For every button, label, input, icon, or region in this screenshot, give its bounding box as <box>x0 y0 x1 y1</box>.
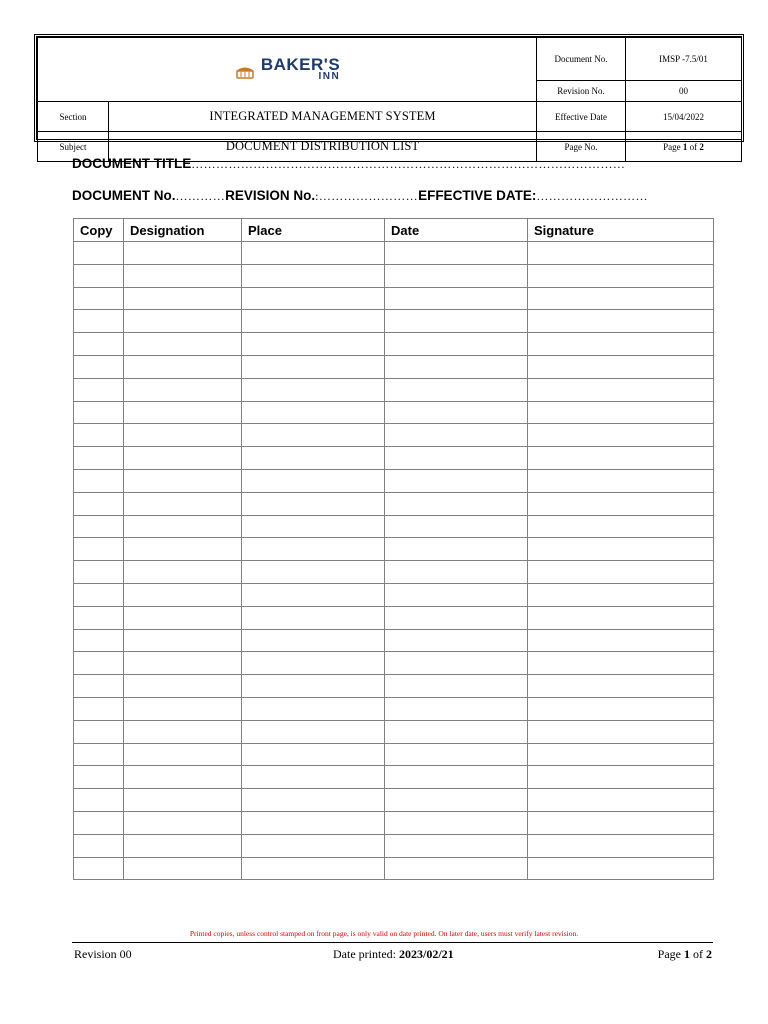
table-cell[interactable] <box>74 583 124 606</box>
table-row <box>74 242 714 265</box>
table-cell[interactable] <box>385 697 528 720</box>
table-row <box>74 720 714 743</box>
table-row <box>74 378 714 401</box>
effective-date-field[interactable]: ……………………… <box>536 189 648 203</box>
table-cell[interactable] <box>242 355 385 378</box>
revision-no-form-label: REVISION No. <box>225 188 316 203</box>
document-title-label: DOCUMENT TITLE <box>72 156 192 171</box>
table-cell[interactable] <box>242 811 385 834</box>
table-cell[interactable] <box>385 424 528 447</box>
table-cell[interactable] <box>124 811 242 834</box>
table-cell[interactable] <box>242 492 385 515</box>
table-row <box>74 538 714 561</box>
table-cell[interactable] <box>124 652 242 675</box>
table-cell[interactable] <box>124 424 242 447</box>
table-cell[interactable] <box>74 697 124 720</box>
table-cell[interactable] <box>385 242 528 265</box>
table-cell[interactable] <box>74 401 124 424</box>
footer-revision: Revision 00 <box>74 947 132 961</box>
table-cell[interactable] <box>242 469 385 492</box>
effective-date-form-label: EFFECTIVE DATE: <box>418 188 537 203</box>
table-cell[interactable] <box>242 629 385 652</box>
table-cell[interactable] <box>74 720 124 743</box>
document-no-value: IMSP -7.5/01 <box>626 38 742 81</box>
document-no-field[interactable]: ………… <box>175 189 226 203</box>
table-cell[interactable] <box>74 538 124 561</box>
table-cell[interactable] <box>385 333 528 356</box>
table-cell[interactable] <box>74 629 124 652</box>
document-no-form-label: DOCUMENT No. <box>72 188 176 203</box>
table-cell[interactable] <box>124 834 242 857</box>
table-cell[interactable] <box>74 652 124 675</box>
table-cell[interactable] <box>385 447 528 470</box>
table-cell[interactable] <box>528 469 714 492</box>
table-cell[interactable] <box>74 310 124 333</box>
table-cell[interactable] <box>528 287 714 310</box>
table-cell[interactable] <box>242 766 385 789</box>
table-cell[interactable] <box>528 242 714 265</box>
table-row <box>74 766 714 789</box>
table-cell[interactable] <box>385 469 528 492</box>
table-cell[interactable] <box>124 789 242 812</box>
revision-no-label: Revision No. <box>537 81 626 102</box>
table-cell[interactable] <box>242 287 385 310</box>
table-cell[interactable] <box>124 492 242 515</box>
table-row <box>74 355 714 378</box>
table-cell[interactable] <box>242 447 385 470</box>
table-cell[interactable] <box>74 857 124 880</box>
table-cell[interactable] <box>242 378 385 401</box>
table-cell[interactable] <box>385 675 528 698</box>
table-row <box>74 287 714 310</box>
table-cell[interactable] <box>124 469 242 492</box>
table-cell[interactable] <box>74 287 124 310</box>
table-cell[interactable] <box>74 378 124 401</box>
revision-no-field[interactable]: :…………………… <box>315 189 419 203</box>
table-cell[interactable] <box>385 287 528 310</box>
table-cell[interactable] <box>385 789 528 812</box>
table-cell[interactable] <box>74 242 124 265</box>
table-cell[interactable] <box>528 447 714 470</box>
table-cell[interactable] <box>528 743 714 766</box>
table-row <box>74 333 714 356</box>
table-cell[interactable] <box>74 789 124 812</box>
table-cell[interactable] <box>528 675 714 698</box>
table-cell[interactable] <box>528 378 714 401</box>
table-cell[interactable] <box>385 811 528 834</box>
table-cell[interactable] <box>242 515 385 538</box>
table-cell[interactable] <box>528 401 714 424</box>
logo-sub-text: INN <box>318 70 341 82</box>
table-cell[interactable] <box>528 720 714 743</box>
table-cell[interactable] <box>242 264 385 287</box>
subject-label: Subject <box>38 132 109 162</box>
table-row <box>74 675 714 698</box>
table-cell[interactable] <box>385 720 528 743</box>
bread-basket-icon <box>234 63 256 81</box>
distribution-table-body <box>74 242 714 880</box>
table-cell[interactable] <box>124 697 242 720</box>
logo-brand-text: BAKER'S <box>260 54 341 74</box>
table-cell[interactable] <box>385 310 528 333</box>
document-no-label: Document No. <box>537 38 626 81</box>
table-row <box>74 310 714 333</box>
table-cell[interactable] <box>242 310 385 333</box>
table-cell[interactable] <box>124 310 242 333</box>
table-row <box>74 264 714 287</box>
logo-cell <box>38 38 537 102</box>
table-cell[interactable] <box>124 561 242 584</box>
table-row <box>74 515 714 538</box>
subject-value: DOCUMENT DISTRIBUTION LIST <box>109 132 537 162</box>
table-cell[interactable] <box>528 606 714 629</box>
table-row <box>74 561 714 584</box>
table-cell[interactable] <box>528 583 714 606</box>
table-row <box>74 424 714 447</box>
table-row <box>74 629 714 652</box>
table-cell[interactable] <box>74 561 124 584</box>
table-cell[interactable] <box>385 561 528 584</box>
table-cell[interactable] <box>124 447 242 470</box>
table-cell[interactable] <box>385 492 528 515</box>
table-row <box>74 857 714 880</box>
table-cell[interactable] <box>528 515 714 538</box>
table-cell[interactable] <box>242 789 385 812</box>
table-cell[interactable] <box>124 606 242 629</box>
document-title-field[interactable]: …………………………………………………………………………………………… <box>191 157 626 171</box>
table-cell[interactable] <box>74 606 124 629</box>
document-title-line <box>72 156 625 172</box>
table-cell[interactable] <box>385 401 528 424</box>
document-info-line <box>72 188 648 204</box>
table-row <box>74 697 714 720</box>
table-cell[interactable] <box>74 469 124 492</box>
table-cell[interactable] <box>242 401 385 424</box>
table-row <box>74 401 714 424</box>
table-cell[interactable] <box>385 264 528 287</box>
table-row <box>74 743 714 766</box>
effective-date-label: Effective Date <box>537 102 626 132</box>
table-cell[interactable] <box>124 675 242 698</box>
table-cell[interactable] <box>528 424 714 447</box>
table-cell[interactable] <box>74 447 124 470</box>
table-cell[interactable] <box>74 264 124 287</box>
footer-date-printed: Date printed: 2023/02/21 <box>333 947 454 961</box>
table-cell[interactable] <box>124 378 242 401</box>
table-cell[interactable] <box>242 606 385 629</box>
table-cell[interactable] <box>124 857 242 880</box>
table-cell[interactable] <box>385 834 528 857</box>
table-cell[interactable] <box>74 743 124 766</box>
table-cell[interactable] <box>385 629 528 652</box>
table-cell[interactable] <box>528 355 714 378</box>
table-cell[interactable] <box>242 424 385 447</box>
table-cell[interactable] <box>124 629 242 652</box>
table-cell[interactable] <box>74 355 124 378</box>
column-header-date: Date <box>385 219 528 242</box>
table-cell[interactable] <box>528 766 714 789</box>
section-label: Section <box>38 102 109 132</box>
table-cell[interactable] <box>242 583 385 606</box>
footer-divider <box>72 942 713 943</box>
table-cell[interactable] <box>74 834 124 857</box>
table-cell[interactable] <box>528 333 714 356</box>
column-header-copy: Copy <box>74 219 124 242</box>
table-cell[interactable] <box>242 720 385 743</box>
table-cell[interactable] <box>385 515 528 538</box>
table-cell[interactable] <box>528 561 714 584</box>
column-header-signature: Signature <box>528 219 714 242</box>
table-cell[interactable] <box>242 834 385 857</box>
table-cell[interactable] <box>242 857 385 880</box>
table-cell[interactable] <box>124 515 242 538</box>
table-row <box>74 789 714 812</box>
table-row <box>74 469 714 492</box>
table-cell[interactable] <box>528 264 714 287</box>
table-cell[interactable] <box>242 333 385 356</box>
page-no-label: Page No. <box>537 132 626 162</box>
table-cell[interactable] <box>385 538 528 561</box>
column-header-designation: Designation <box>124 219 242 242</box>
table-cell[interactable] <box>528 789 714 812</box>
revision-no-value: 00 <box>626 81 742 102</box>
effective-date-value: 15/04/2022 <box>626 102 742 132</box>
table-cell[interactable] <box>74 515 124 538</box>
table-cell[interactable] <box>242 242 385 265</box>
table-cell[interactable] <box>528 310 714 333</box>
table-cell[interactable] <box>74 811 124 834</box>
table-cell[interactable] <box>528 538 714 561</box>
table-row <box>74 583 714 606</box>
table-cell[interactable] <box>242 538 385 561</box>
table-cell[interactable] <box>74 492 124 515</box>
table-cell[interactable] <box>124 766 242 789</box>
table-cell[interactable] <box>528 857 714 880</box>
table-cell[interactable] <box>124 287 242 310</box>
table-cell[interactable] <box>385 355 528 378</box>
distribution-table <box>73 218 714 880</box>
table-cell[interactable] <box>124 333 242 356</box>
table-cell[interactable] <box>385 743 528 766</box>
table-cell[interactable] <box>124 264 242 287</box>
table-cell[interactable] <box>124 401 242 424</box>
table-cell[interactable] <box>242 697 385 720</box>
table-cell[interactable] <box>74 333 124 356</box>
table-cell[interactable] <box>74 424 124 447</box>
table-cell[interactable] <box>528 811 714 834</box>
table-row <box>74 811 714 834</box>
table-cell[interactable] <box>242 652 385 675</box>
table-row <box>74 447 714 470</box>
table-cell[interactable] <box>385 583 528 606</box>
footer-page-number: Page 1 of 2 <box>657 947 712 961</box>
table-cell[interactable] <box>385 606 528 629</box>
table-cell[interactable] <box>124 242 242 265</box>
table-header-row <box>74 219 714 242</box>
table-cell[interactable] <box>385 766 528 789</box>
table-cell[interactable] <box>528 697 714 720</box>
table-row <box>74 492 714 515</box>
table-row <box>74 834 714 857</box>
table-row <box>74 652 714 675</box>
column-header-place: Place <box>242 219 385 242</box>
table-cell[interactable] <box>124 720 242 743</box>
table-cell[interactable] <box>124 538 242 561</box>
table-cell[interactable] <box>528 834 714 857</box>
table-cell[interactable] <box>528 492 714 515</box>
table-cell[interactable] <box>385 652 528 675</box>
table-cell[interactable] <box>385 857 528 880</box>
table-cell[interactable] <box>242 675 385 698</box>
print-validity-notice: Printed copies, unless control stamped on front page, is only valid on date printed. On later date, users must verify latest revision. <box>189 929 579 938</box>
bakers-inn-logo <box>234 54 341 82</box>
table-cell[interactable] <box>242 561 385 584</box>
document-header <box>34 34 744 153</box>
page-no-value: Page 1 of 2 <box>626 132 742 162</box>
table-row <box>74 606 714 629</box>
table-cell[interactable] <box>242 743 385 766</box>
table-cell[interactable] <box>528 652 714 675</box>
table-cell[interactable] <box>124 583 242 606</box>
table-cell[interactable] <box>385 378 528 401</box>
table-cell[interactable] <box>124 743 242 766</box>
table-cell[interactable] <box>124 355 242 378</box>
table-cell[interactable] <box>74 675 124 698</box>
table-cell[interactable] <box>528 629 714 652</box>
table-cell[interactable] <box>74 766 124 789</box>
section-value: INTEGRATED MANAGEMENT SYSTEM <box>109 102 537 132</box>
